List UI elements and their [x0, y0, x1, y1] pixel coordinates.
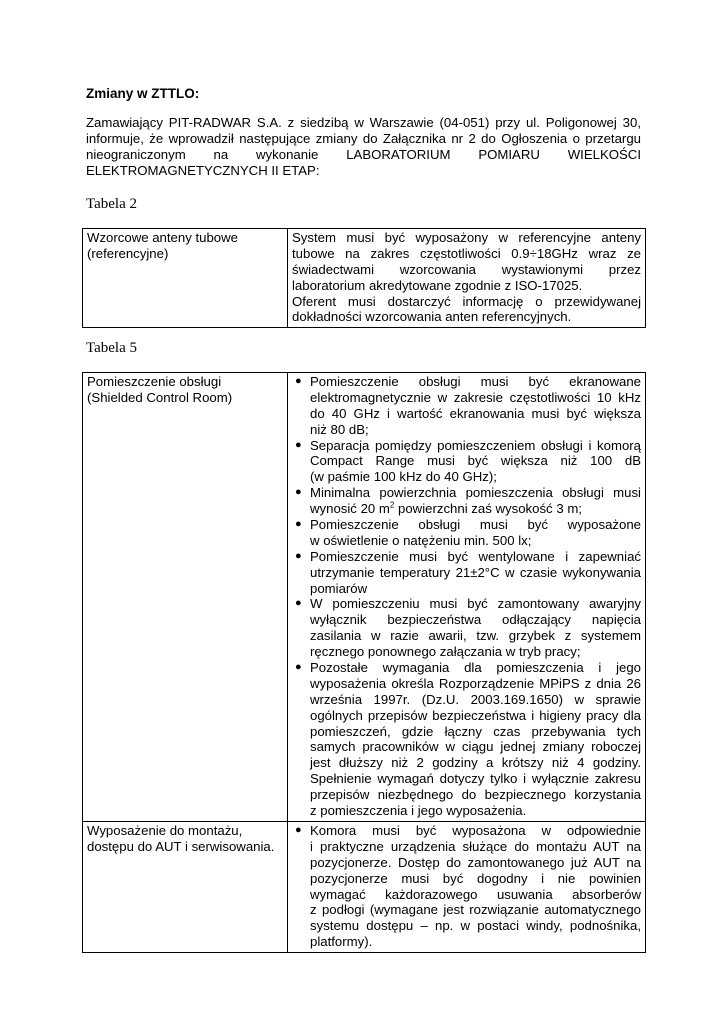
cell-line: Wyposażenie do montażu, [87, 822, 243, 838]
bullet-icon: ● [295, 486, 302, 499]
cell-line: w oświetlenie o natężeniu min. 500 lx; [310, 532, 532, 548]
cell-text: wynosić 20 m [310, 501, 390, 517]
bullet-icon: ● [295, 823, 302, 836]
table2-caption: Tabela 2 [86, 196, 138, 212]
cell-line: W pomieszczeniu musi być zamontowany awaryjny [310, 596, 641, 612]
bullet-icon: ● [295, 549, 302, 562]
cell-line: pomieszczeń, gdzie łączny czas przebywania tych [310, 723, 641, 739]
superscript: 2 [389, 500, 395, 510]
cell-line: utrzymanie temperatury 21±2°C w czasie wykonywania [310, 564, 641, 580]
cell-line: Pomieszczenie obsługi musi być ekranowane [310, 374, 641, 389]
cell-line: z podłogi (wymagane jest rozwiązanie automatycznego [310, 902, 641, 918]
intro-paragraph [86, 115, 641, 179]
cell-line: Oferent musi dostarczyć informację o przewidywanej [292, 293, 641, 309]
requirements-list [292, 823, 641, 950]
bullet-icon: ● [295, 438, 302, 451]
table-row [83, 229, 646, 328]
table2-right-cell [288, 229, 646, 328]
table-row [83, 373, 646, 822]
cell-line: Separacja pomiędzy pomieszczeniem obsługi i komorą [310, 437, 641, 453]
table5-right-cell [288, 821, 646, 952]
cell-line: laboratorium akredytowane zgodnie z ISO-17025. [292, 277, 583, 293]
page-heading: Zmiany w ZTTLO: [86, 86, 200, 101]
intro-line: nieograniczonym na wykonanie LABORATORIUM POMIARU WIELKOŚCI [86, 147, 641, 162]
cell-line: niż 80 dB; [310, 421, 369, 437]
cell-line: samych pracowników w ciągu jednej zmiany roboczej [310, 739, 641, 755]
list-item [292, 660, 641, 819]
cell-line [310, 501, 641, 517]
table5-right-cell [288, 373, 646, 822]
cell-line: pozycjonerze musi być dogodny i nie powinien [310, 870, 641, 886]
cell-line: Spełnienie wymagań dotyczy tylko i wyłącznie zakresu [310, 771, 641, 787]
intro-line: informuje, że wprowadził następujące zmiany do Załącznika nr 2 do Ogłoszenia o przetargu [86, 131, 641, 146]
intro-line: ELEKTROMAGNETYCZNYCH II ETAP: [86, 163, 320, 178]
table5 [82, 372, 646, 953]
cell-line: Komora musi być wyposażona w odpowiednie [310, 822, 641, 838]
cell-line: zasilania w razie awarii, tzw. grzybek z systemem [310, 628, 641, 644]
cell-line: z pomieszczenia i jego wyposażenia. [310, 803, 527, 819]
list-item [292, 517, 641, 549]
requirements-list [292, 374, 641, 819]
cell-line: jest dłuższy niż 2 godziny a krótszy niż 4 godziny. [310, 755, 641, 771]
cell-line: ręcznego ponownego załączania w tryb pracy; [310, 644, 581, 660]
list-item [292, 485, 641, 517]
cell-line: do 40 GHz i wartość ekranowania musi być większa [310, 405, 641, 421]
cell-line: ogólnych przepisów bezpieczeństwa i higieny pracy dla [310, 707, 641, 723]
list-item [292, 823, 641, 950]
cell-line: pomiarów [310, 580, 368, 596]
cell-line: platformy). [310, 934, 373, 950]
cell-line: i praktyczne urządzenia służące do montażu AUT na [310, 838, 641, 854]
cell-line: tubowe na zakres częstotliwości 0.9÷18GHz wraz ze [292, 245, 641, 261]
bullet-icon: ● [295, 375, 302, 387]
cell-line: (referencyjne) [87, 245, 169, 261]
bullet-icon: ● [295, 597, 302, 610]
cell-line: Pozostałe wymagania dla pomieszczenia i jego [310, 660, 641, 676]
cell-line: przepisów niezbędnego do bezpiecznego korzystania [310, 787, 641, 803]
list-item [292, 549, 641, 597]
cell-line: pozycjonerze. Dostęp do zamontowanego już AUT na [310, 854, 641, 870]
cell-line: Pomieszczenie musi być wentylowane i zapewniać [310, 548, 641, 564]
bullet-icon: ● [295, 518, 302, 531]
cell-line: Compact Range musi być większa niż 100 dB [310, 453, 641, 469]
cell-line: elektromagnetycznie w zakresie częstotliwości 10 kHz [310, 389, 641, 405]
cell-line: wyposażenia określa Rozporządzenie MPiPS z dnia 26 [310, 675, 641, 691]
cell-line: (Shielded Control Room) [87, 389, 233, 405]
cell-line: świadectwami wzorcowania wystawionymi przez [292, 261, 641, 277]
table2-left-cell [83, 229, 288, 328]
cell-line: System musi być wyposażony w referencyjne anteny [292, 230, 641, 245]
list-item [292, 596, 641, 660]
cell-line: dostępu do AUT i serwisowania. [87, 838, 275, 854]
table5-left-cell [83, 373, 288, 822]
table5-caption: Tabela 5 [86, 340, 138, 356]
list-item [292, 374, 641, 438]
cell-line: (w paśmie 100 kHz do 40 GHz); [310, 469, 497, 485]
intro-line: Zamawiający PIT-RADWAR S.A. z siedzibą w Warszawie (04-051) przy ul. Poligonowej 30, [86, 115, 641, 130]
cell-line: Wzorcowe anteny tubowe [87, 230, 238, 245]
cell-line: systemu dostępu – np. w postaci windy, podnośnika, [310, 918, 641, 934]
cell-line: września 1997r. (Dz.U. 2003.169.1650) w sprawie [310, 691, 641, 707]
cell-line: Pomieszczenie obsługi [87, 374, 222, 389]
cell-line: Pomieszczenie obsługi musi być wyposażone [310, 517, 641, 533]
table5-left-cell [83, 821, 288, 952]
bullet-icon: ● [295, 661, 302, 674]
cell-line: wyłącznik bezpieczeństwa odłączający napięcia [310, 612, 641, 628]
cell-text: powierzchni zaś wysokość 3 m; [394, 501, 582, 517]
cell-line: dokładności wzorcowania anten referencyjnych. [292, 309, 572, 325]
table2 [82, 228, 646, 328]
list-item [292, 438, 641, 486]
cell-line: Minimalna powierzchnia pomieszczenia obsługi musi [310, 485, 641, 501]
cell-line: wymagać każdorazowego usuwania absorberów [310, 886, 641, 902]
table-row [83, 821, 646, 952]
